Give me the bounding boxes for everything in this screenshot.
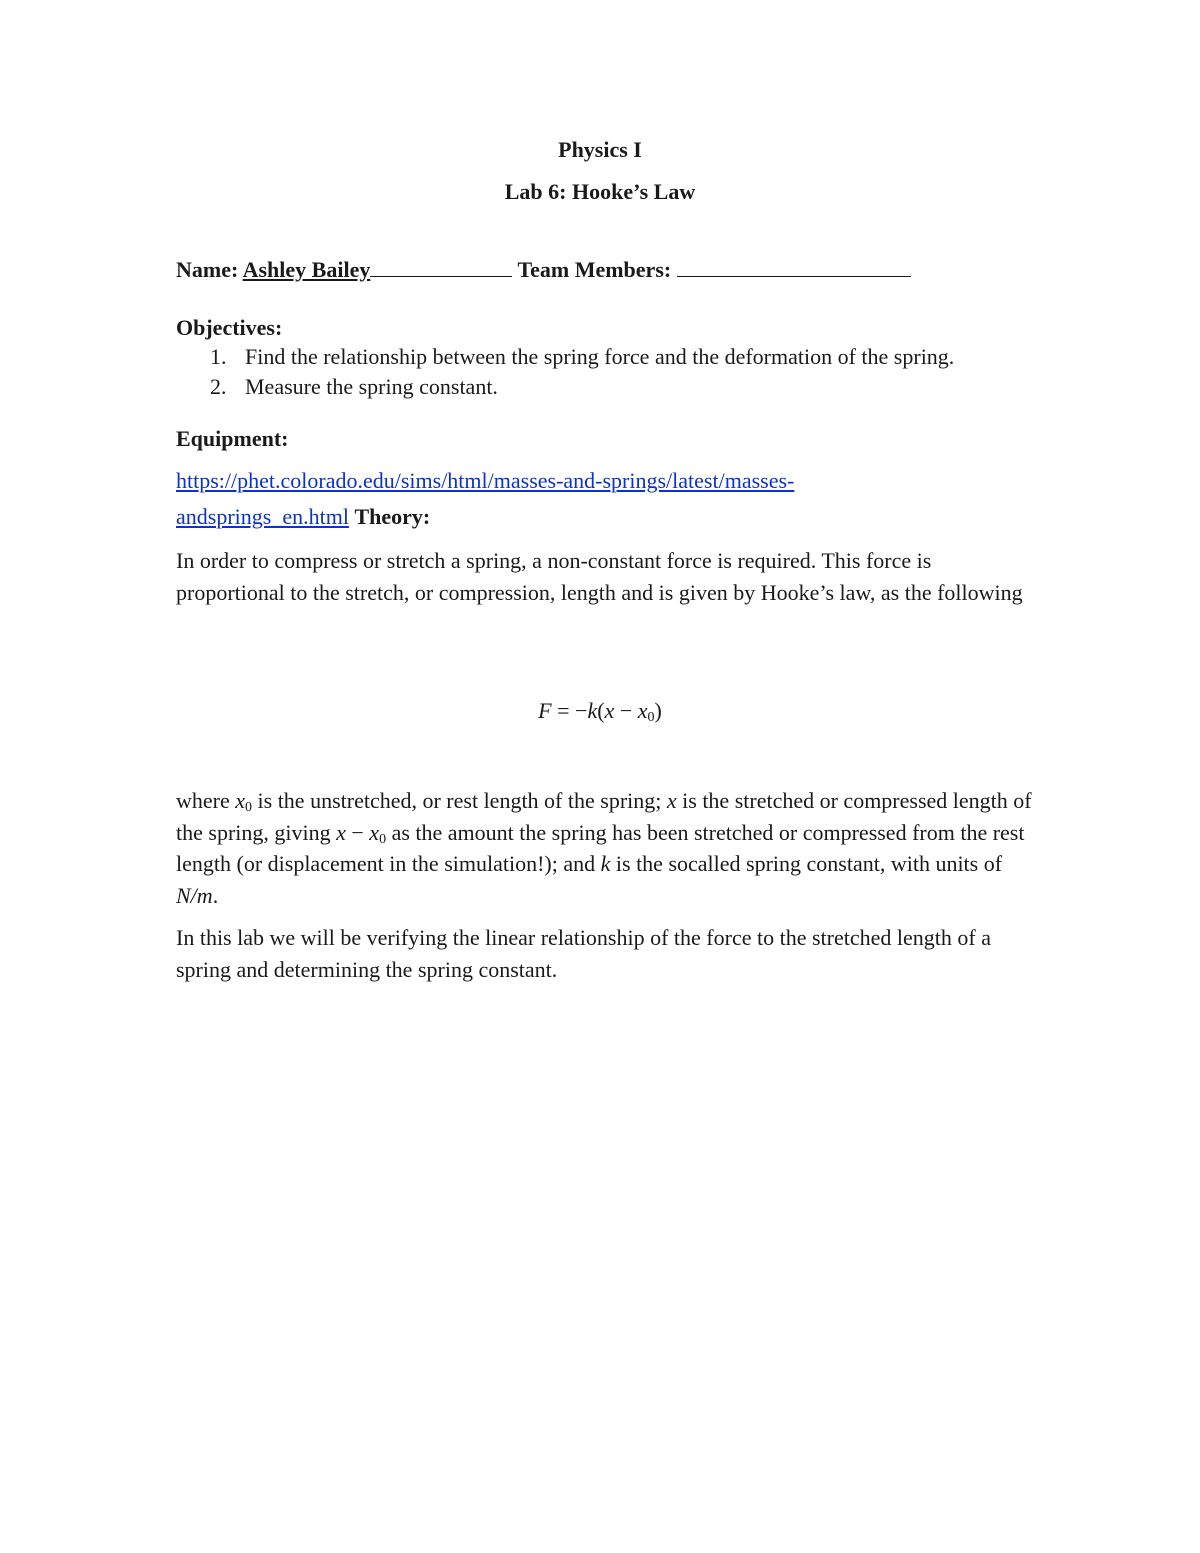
- objective-number: 1.: [210, 344, 227, 369]
- course-title: Physics I: [558, 137, 642, 162]
- formula-x0: x: [637, 698, 648, 723]
- formula-x: x: [604, 698, 615, 723]
- objectives-heading: Objectives:: [176, 315, 283, 340]
- where-text: −: [345, 819, 370, 845]
- where-text: .: [212, 882, 219, 908]
- lab-paragraph: In this lab we will be verifying the linear relationship of the force to the stretched length of a spring and determining the spring constant.: [176, 925, 991, 982]
- objective-item: [210, 344, 954, 370]
- equipment-link-part-1[interactable]: https://phet.colorado.edu/sims/html/masses-and-springs/latest/masses-: [176, 468, 795, 493]
- equipment-link-line-1: [176, 468, 794, 494]
- where-text: where: [176, 788, 236, 813]
- formula-minus: −: [614, 698, 638, 723]
- formula-open-paren: (: [597, 698, 605, 723]
- equipment-link-part-2[interactable]: andsprings_en.html: [176, 504, 349, 529]
- objective-item: [210, 374, 498, 400]
- var-k: k: [600, 851, 611, 876]
- formula-subscript: 0: [647, 710, 655, 725]
- formula-equals: = −: [551, 698, 588, 723]
- units-text: N/m: [176, 882, 213, 908]
- name-row: [176, 257, 911, 283]
- var-x: x: [336, 819, 346, 845]
- hookes-law-formula: [0, 698, 1200, 724]
- where-text: is the unstretched, or rest length of the spring;: [252, 788, 667, 813]
- where-text: is the socalled spring constant, with units of: [610, 851, 1003, 876]
- var-x: x: [369, 819, 380, 845]
- team-members-label: Team Members:: [517, 257, 672, 282]
- formula-k: k: [587, 698, 598, 723]
- equipment-link-line-2: [176, 504, 430, 530]
- objective-text: Find the relationship between the spring force and the deformation of the spring.: [245, 344, 955, 369]
- name-label: Name:: [176, 257, 239, 282]
- where-text: as the amount the spring has been stretched or compressed from the rest length (or displacement in the simulation!); and: [176, 819, 1025, 876]
- where-text: is the stretched or compressed length of the spring, giving: [176, 788, 1032, 845]
- var-subscript: 0: [245, 800, 253, 815]
- name-value: Ashley Bailey: [242, 257, 371, 282]
- formula-force: F: [538, 698, 552, 723]
- team-members-blank-line: [677, 258, 911, 277]
- objective-number: 2.: [210, 374, 227, 399]
- lab-title: Lab 6: Hooke’s Law: [504, 179, 696, 204]
- formula-close-paren: ): [654, 698, 662, 723]
- theory-heading: Theory:: [354, 504, 431, 529]
- var-subscript: 0: [379, 831, 387, 847]
- theory-paragraph: In order to compress or stretch a spring, a non-constant force is required. This force is proportional to the stretch, or compression, length and is given by Hooke’s law, as the following: [176, 548, 1023, 605]
- var-x: x: [666, 788, 677, 813]
- objective-text: Measure the spring constant.: [245, 374, 498, 399]
- equipment-heading: Equipment:: [176, 426, 289, 451]
- where-paragraph: [176, 785, 1036, 911]
- var-x: x: [235, 788, 246, 813]
- name-blank-line: [370, 258, 512, 277]
